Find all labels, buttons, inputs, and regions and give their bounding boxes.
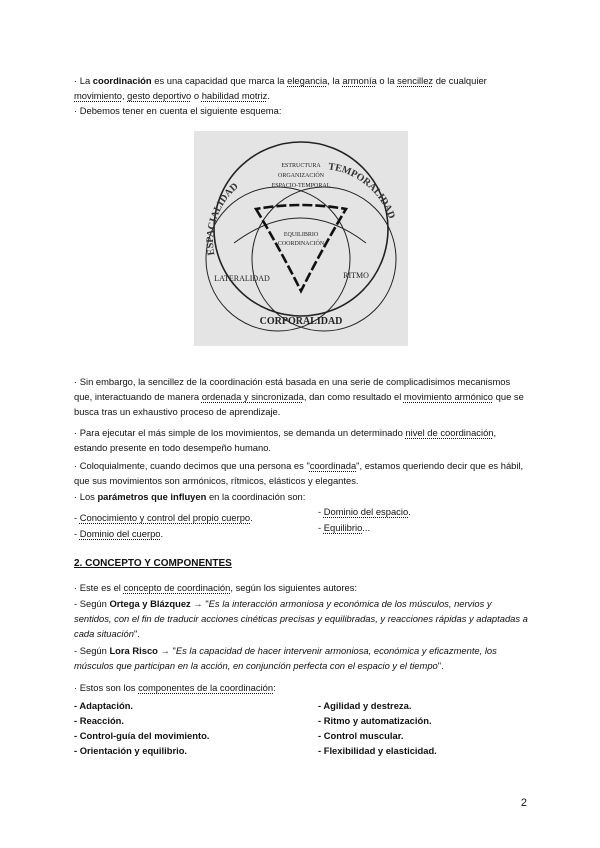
term-coordinacion: coordinación xyxy=(92,75,152,86)
link-nivel: nivel de coordinación xyxy=(405,427,494,438)
param-left-2: - Dominio del cuerpo. xyxy=(74,528,164,539)
sencillez-paragraph: · Sin embargo, la sencillez de la coordinación está basada en una serie de complicadisimos mecanismos que, interactuando de manera ordenada y sincronizada, dan como resultado el movimiento armónico que se busca tras un exhaustivo proceso de aprendizaje. xyxy=(74,376,524,417)
page-number: 2 xyxy=(520,797,527,809)
concepto-paragraph: · Este es el concepto de coordinación, según los siguientes autores: xyxy=(74,582,357,593)
intro-paragraph: · La coordinación es una capacidad que marca la elegancia, la armonía o la sencillez de cualquier movimiento, gesto deportivo o habilidad motriz. xyxy=(74,75,487,101)
label-organizacion: ORGANIZACIÓN xyxy=(278,173,324,179)
link-ordenada: ordenada y sincronizada xyxy=(201,391,304,402)
label-estructura: ESTRUCTURA xyxy=(281,163,321,169)
component-item: - Ritmo y automatización. xyxy=(318,715,432,726)
link-concepto: concepto de coordinación xyxy=(123,582,231,593)
componentes-paragraph: · Estos son los componentes de la coordinación: xyxy=(74,682,276,693)
ejecutar-paragraph: · Para ejecutar el más simple de los movimientos, se demanda un determinado nivel de coordinación, estando presente en todo desempeño humano. xyxy=(74,427,497,453)
label-ritmo: RITMO xyxy=(343,271,369,280)
left-circle xyxy=(206,187,350,331)
components-left-list xyxy=(74,698,209,758)
scheme-intro: · Debemos tener en cuenta el siguiente esquema: xyxy=(74,105,282,116)
label-temporalidad: TEMPORALIDAD xyxy=(327,161,397,221)
component-item: - Agilidad y destreza. xyxy=(318,700,412,711)
component-item: - Reacción. xyxy=(74,715,125,726)
label-espacio-temporal: ESPACIO-TEMPORAL xyxy=(271,183,331,189)
link-gesto: gesto deportivo xyxy=(127,90,192,101)
link-sencillez: sencillez xyxy=(397,75,434,86)
component-item: - Adaptación. xyxy=(74,700,134,711)
lower-arc xyxy=(234,218,366,243)
link-armonia: armonía xyxy=(342,75,377,86)
label-lateralidad: LATERALIDAD xyxy=(214,274,270,283)
link-habilidad: habilidad motriz xyxy=(201,90,268,101)
link-movimiento: movimiento xyxy=(74,90,122,101)
component-item: - Orientación y equilibrio. xyxy=(74,745,188,756)
lora-quote: - Según Lora Risco → "Es la capacidad de hacer intervenir armoniosa, económica y eficazmente, los músculos que participan en la acción, en conjunción perfecta con el espacio y el tiempo". xyxy=(74,645,497,671)
component-item: - Control muscular. xyxy=(318,730,404,741)
link-movimiento-armonico: movimiento armónico xyxy=(403,391,494,402)
label-coordinacion: COORDINACIÓN xyxy=(277,241,325,247)
components-right-list xyxy=(318,698,437,758)
section-heading: 2. CONCEPTO Y COMPONENTES xyxy=(74,558,232,569)
link-componentes: componentes de la coordinación xyxy=(138,682,274,693)
link-coordinada: coordinada xyxy=(309,460,357,471)
label-equilibrio: EQUILIBRIO xyxy=(283,232,319,238)
coloquial-paragraph: · Coloquialmente, cuando decimos que una persona es "coordinada", estamos queriendo decir que es hábil, que sus movimientos son armónicos, rítmicos, elásticos y elegantes. xyxy=(74,460,524,486)
component-item: - Flexibilidad y elasticidad. xyxy=(318,745,437,756)
label-espacialidad: ESPACIALIDAD xyxy=(205,180,241,257)
label-corporalidad: CORPORALIDAD xyxy=(259,316,343,327)
parametros-paragraph: · Los parámetros que influyen en la coordinación son: xyxy=(74,491,306,502)
coordination-diagram xyxy=(194,131,408,346)
link-elegancia: elegancia xyxy=(287,75,328,86)
ortega-quote: - Según Ortega y Blázquez → "Es la interacción armoniosa y económica de los músculos, nervios y sentidos, con el fin de traducir acciones cinéticas precisas y equilibradas, y reacciones rápidas y adaptadas a cada situación". xyxy=(74,598,528,639)
right-circle xyxy=(252,187,396,331)
param-right-1: - Dominio del espacio. xyxy=(318,506,411,517)
param-right-2: - Equilibrio... xyxy=(318,522,371,533)
param-left-1: - Conocimiento y control del propio cuerpo. xyxy=(74,512,253,523)
component-item: - Control-guía del movimiento. xyxy=(74,730,210,741)
term-parametros: parámetros que influyen xyxy=(97,491,207,502)
